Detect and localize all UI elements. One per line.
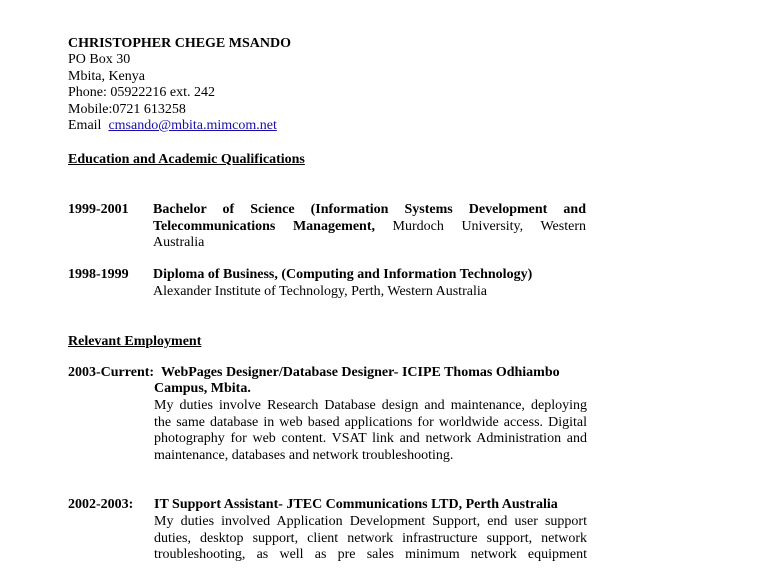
email-label: Email (68, 118, 102, 133)
address-line-1: PO Box 30 (68, 52, 131, 67)
address-line-2: Mbita, Kenya (68, 69, 145, 84)
job-2-desc-line: troubleshooting, as well as pre sales minimum network equipment (154, 547, 587, 562)
education-years-1: 1999-2001 (68, 202, 129, 217)
employment-heading: Relevant Employment (68, 334, 202, 349)
email-line (68, 118, 277, 135)
diploma-title: Diploma of Business, (Computing and Information Technology) (153, 267, 533, 282)
education-heading: Education and Academic Qualifications (68, 152, 305, 167)
degree-line-2 (153, 219, 586, 236)
email-link[interactable]: cmsando@mbita.mimcom.net (108, 118, 277, 133)
job-title-1-line-1: WebPages Designer/Database Designer- ICIPE Thomas Odhiambo (161, 365, 560, 380)
education-entry-1 (153, 202, 586, 252)
degree-line-1: Bachelor of Science (Information Systems Development and (153, 202, 586, 217)
job-2-desc-line: My duties involved Application Development Support, end user support (154, 514, 587, 529)
job-title-2: IT Support Assistant- JTEC Communications LTD, Perth Australia (154, 497, 558, 512)
job-1-desc-line: maintenance, databases and network troubleshooting. (154, 447, 454, 463)
mobile-line: Mobile:0721 613258 (68, 102, 186, 117)
job-period-2: 2002-2003: (68, 497, 134, 512)
degree-line-3: Australia (153, 235, 205, 250)
job-description-2 (154, 514, 587, 564)
job-title-1-line-2: Campus, Mbita. (154, 381, 251, 396)
diploma-institution: Alexander Institute of Technology, Perth, Western Australia (153, 284, 487, 299)
job-2-desc-line: duties, desktop support, client network infrastructure support, network (154, 530, 587, 546)
job-period-1: 2003-Current: (68, 365, 155, 380)
education-years-2: 1998-1999 (68, 267, 129, 282)
job-1-desc-line: the same database in web based applications for worldwide access. Digital (154, 414, 587, 430)
degree-university: Murdoch University, Western (374, 218, 586, 234)
job-1-desc-line: photography for web content. VSAT link and network Administration and (154, 431, 587, 446)
applicant-name: CHRISTOPHER CHEGE MSANDO (68, 36, 291, 51)
phone-line: Phone: 05922216 ext. 242 (68, 85, 215, 100)
job-description-1 (154, 398, 587, 464)
job-1-desc-line: My duties involve Research Database design and maintenance, deploying (154, 398, 587, 413)
degree-major: Telecommunications Management, (153, 218, 375, 234)
